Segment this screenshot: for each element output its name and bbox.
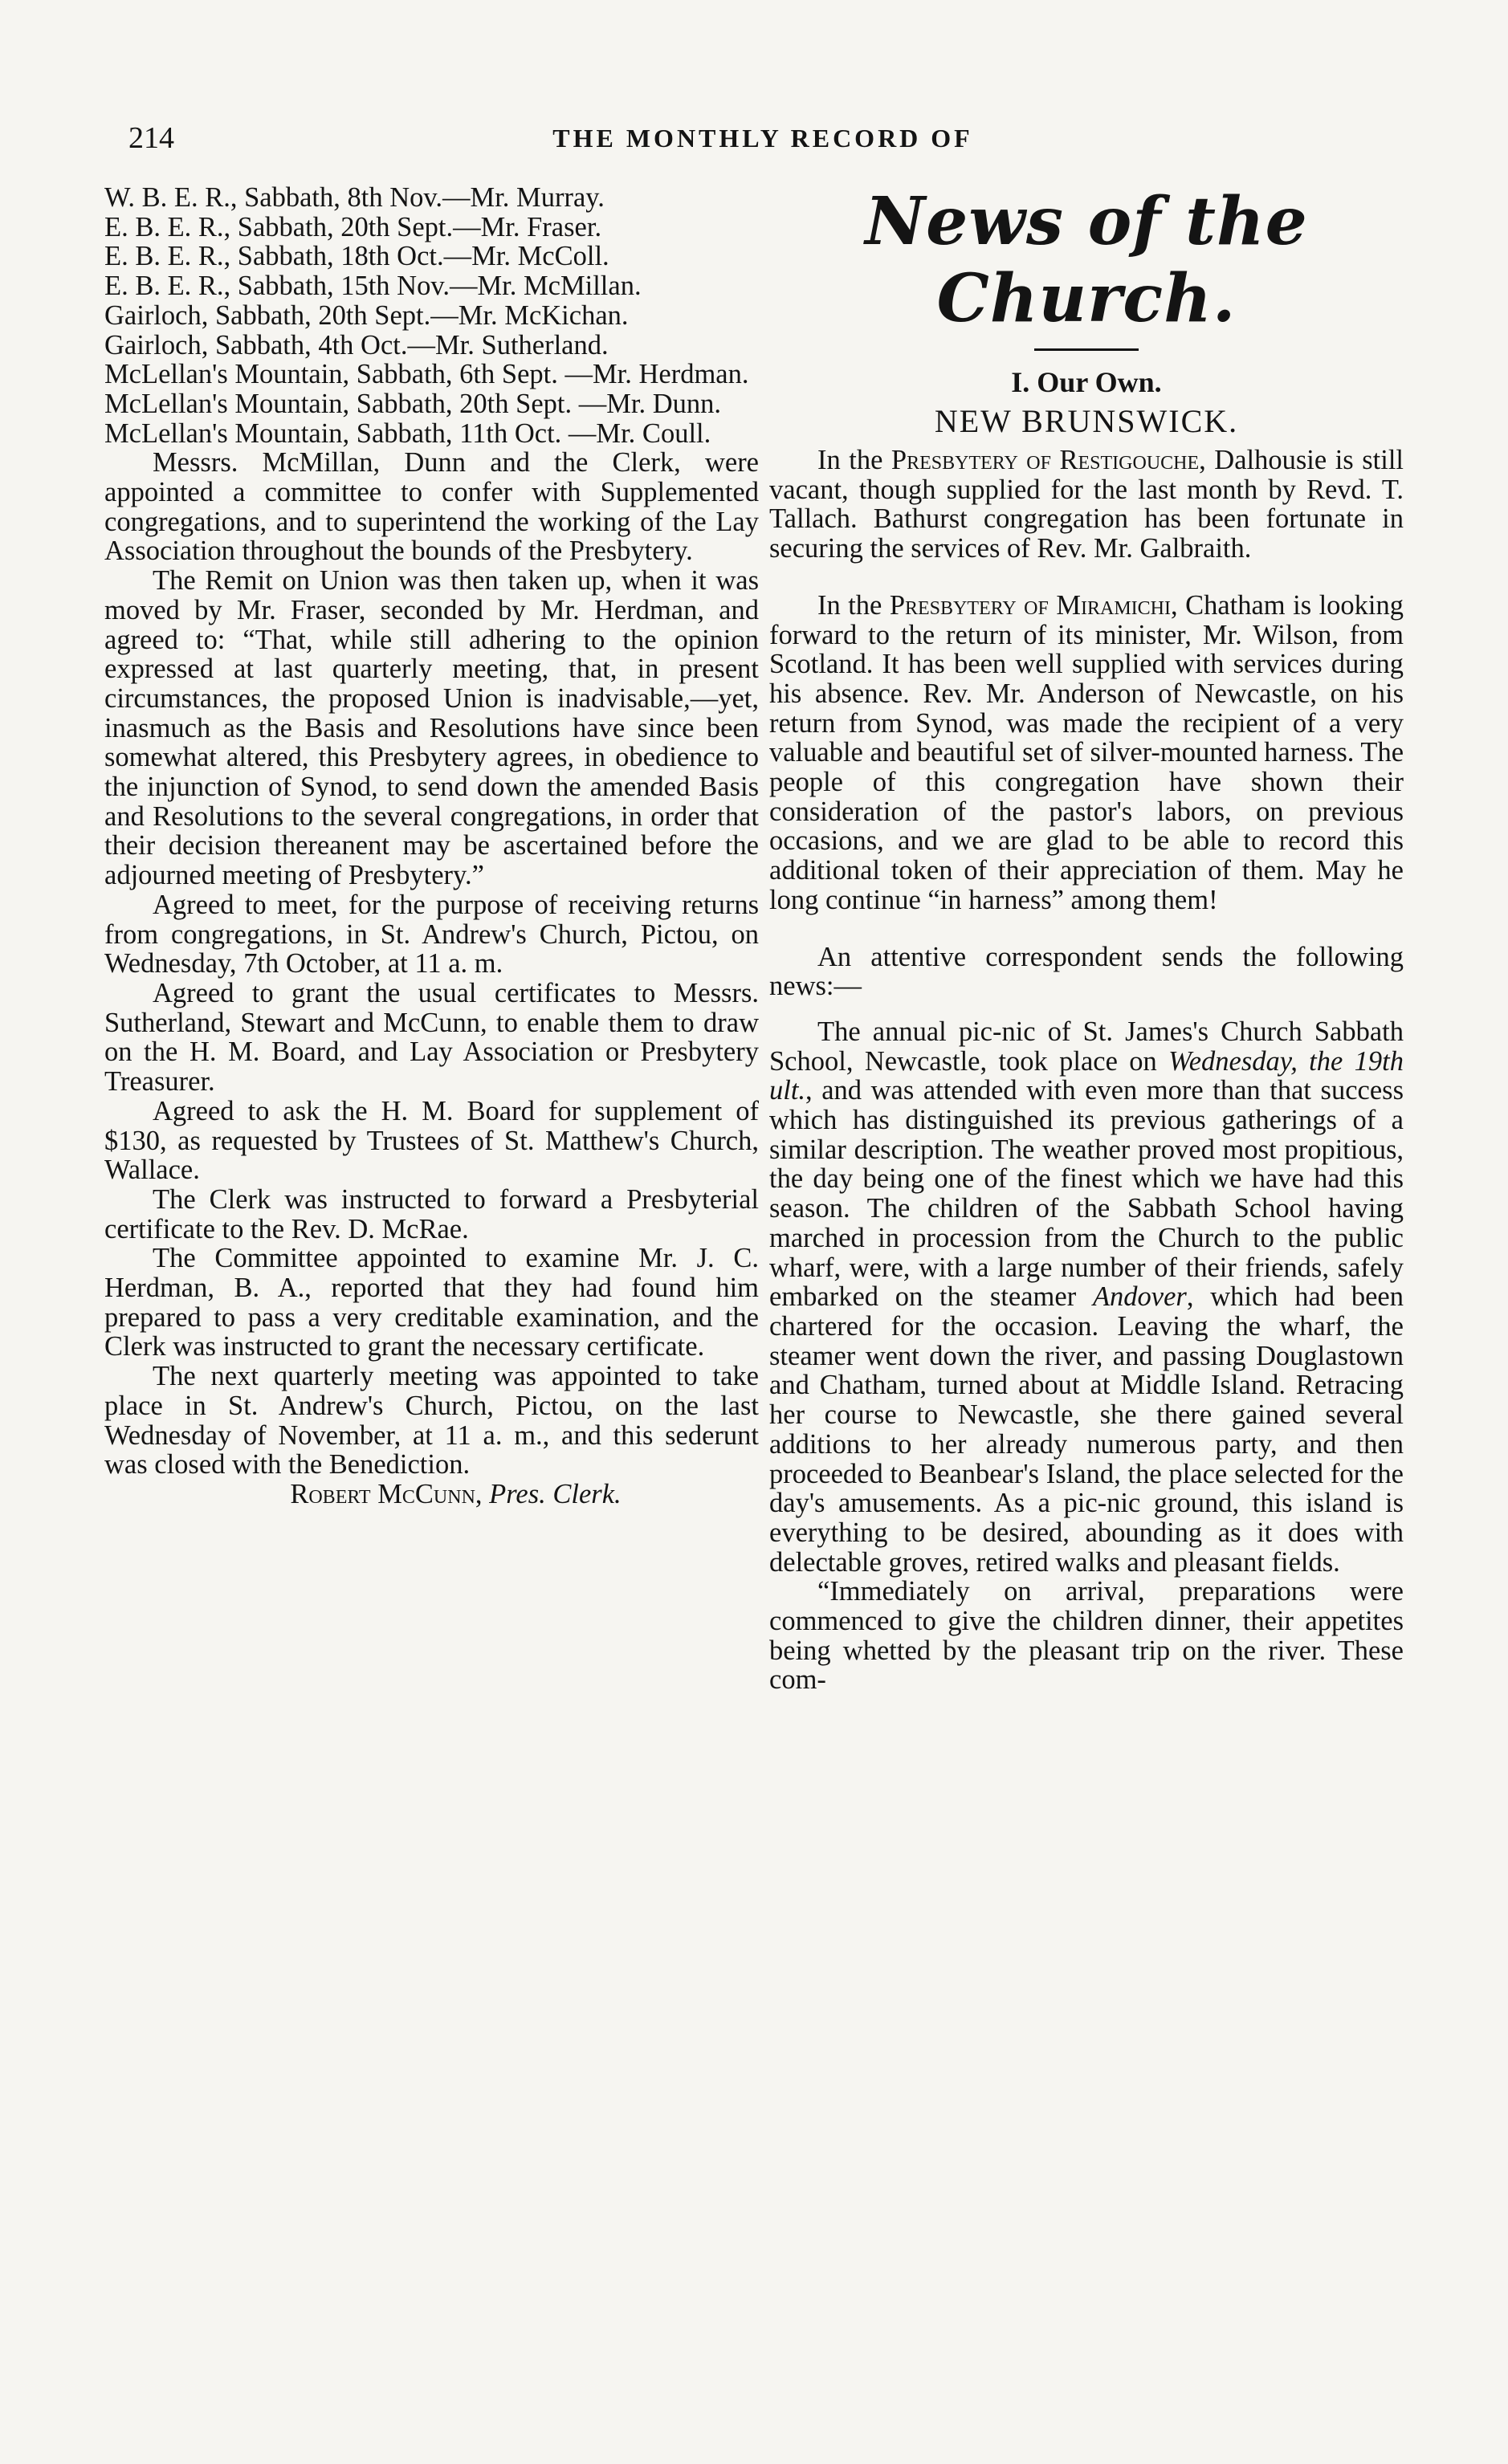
text-run: , which had been chartered for the occasion. Leaving the wharf, the steamer went down the river, and passing Douglastown and Chatham, turned about at Middle Island. Retracing her course to Newcastle, she there gained several additions to her already numerous party, and then proceeded to Beanbear's Island, the place selected for the day's amusements. As a pic-nic ground, this island is everything to be desired, abounding as it does with delectable groves, retired walks and pleasant fields.: [769, 1281, 1404, 1578]
appointment-entry: McLellan's Mountain, Sabbath, 11th Oct. —Mr. Coull.: [104, 417, 711, 449]
italic-date: Wednesday, the 19th ult.: [769, 1045, 1404, 1106]
signature: [104, 1480, 759, 1509]
page-number: 214: [128, 121, 174, 155]
news-paragraph: “Immediately on arrival, preparations were commenced to give the children dinner, their appetites being whetted by the pleasant trip on the river. These com-: [769, 1576, 1404, 1696]
signature-name: Robert McCunn,: [290, 1478, 483, 1509]
presbytery-name: Presbytery of Restigouche: [891, 445, 1200, 475]
spacer: [769, 564, 1404, 591]
minutes-paragraph: Messrs. McMillan, Dunn and the Clerk, were appointed a committee to confer with Supplemented congregations, and to superintend the working of the Lay Association throughout the bounds of the Presbytery.: [104, 447, 759, 567]
left-column: [104, 183, 759, 1509]
text-run: The annual pic-nic of St. James's Church Sabbath School, Newcastle, took place on: [769, 1016, 1404, 1077]
signature-title: Pres. Clerk.: [489, 1478, 622, 1509]
subheading: I. Our Own.: [1011, 366, 1162, 398]
text-run: , and was attended with even more than that success which has distinguished its previous gatherings of a similar description. The weather proved most propitious, the day being one of the finest which we have had this season. The children of the Sabbath School having marched in procession from the Church to the public wharf, were, with a large number of their friends, safely embarked on the steamer: [769, 1075, 1404, 1313]
appointment-entry: McLellan's Mountain, Sabbath, 6th Sept. —Mr. Herdman.: [104, 359, 749, 390]
right-column: [769, 183, 1404, 1695]
province-heading: NEW BRUNSWICK.: [934, 403, 1239, 439]
text-run: In the: [817, 589, 890, 621]
news-paragraph: An attentive correspondent sends the following news:—: [769, 941, 1404, 1002]
presbytery-name: Presbytery of Miramichi: [889, 589, 1171, 621]
text-run: In the: [817, 445, 891, 475]
steamer-name: Andover: [1092, 1281, 1187, 1313]
news-paragraph: [769, 591, 1404, 915]
minutes-paragraph: The Remit on Union was then taken up, when it was moved by Mr. Fraser, seconded by Mr. Herdman, and agreed to: “That, while still adhering to the opinion expressed at last quarterly meeting, that, in present circumstances, the proposed Union is inadvisable,—yet, inasmuch as the Basis and Resolutions have since been somewhat altered, this Presbytery agrees, in obedience to the injunction of Synod, to send down the amended Basis and Resolutions to the several congregations, in order that their decision thereanent may be ascertained before the adjourned meeting of Presbytery.”: [104, 565, 759, 891]
news-paragraph: [769, 446, 1404, 564]
section-heading: News of the Church.: [865, 183, 1308, 337]
appointment-entry: E. B. E. R., Sabbath, 18th Oct.—Mr. McColl.: [104, 241, 609, 272]
appointment-entry: W. B. E. R., Sabbath, 8th Nov.—Mr. Murray.: [104, 182, 605, 213]
news-paragraph: [769, 1017, 1404, 1577]
minutes-paragraph: The next quarterly meeting was appointed to take place in St. Andrew's Church, Pictou, on the last Wednesday of November, at 11 a. m., and this sederunt was closed with the Benediction.: [104, 1361, 759, 1480]
spacer: [769, 1001, 1404, 1017]
appointment-entry: McLellan's Mountain, Sabbath, 20th Sept. —Mr. Dunn.: [104, 388, 722, 419]
minutes-paragraph: Agreed to grant the usual certificates to Messrs. Sutherland, Stewart and McCunn, to enable them to draw on the H. M. Board, and Lay Association or Presbytery Treasurer.: [104, 977, 759, 1098]
running-head: [128, 120, 1397, 161]
minutes-paragraph: The Committee appointed to examine Mr. J. C. Herdman, B. A., reported that they had found him prepared to pass a very creditable examination, and the Clerk was instructed to grant the necessary certificate.: [104, 1243, 759, 1362]
minutes-paragraph: Agreed to meet, for the purpose of receiving returns from congregations, in St. Andrew's Church, Pictou, on Wednesday, 7th October, at 11 a. m.: [104, 889, 759, 979]
text-run: , Chatham is looking forward to the return of its minister, Mr. Wilson, from Scotland. It has been well supplied with services during his absence. Rev. Mr. Anderson of Newcastle, on his return from Synod, was made the recipient of a very valuable and beautiful set of silver-mounted harness. The people of this congregation have shown their consideration of the pastor's labors, on previous occasions, and we are glad to be able to record this additional token of their appreciation of them. May he long continue “in harness” among them!: [769, 589, 1404, 915]
appointment-entry: Gairloch, Sabbath, 4th Oct.—Mr. Sutherland.: [104, 329, 609, 360]
appointment-entry: Gairloch, Sabbath, 20th Sept.—Mr. McKichan.: [104, 299, 629, 331]
text-run: , Dalhousie is still vacant, though supplied for the last month by Revd. T. Tallach. Bathurst congregation has been fortunate in securing the services of Rev. Mr. Galbraith.: [769, 445, 1404, 564]
minutes-paragraph: The Clerk was instructed to forward a Presbyterial certificate to the Rev. D. McRae.: [104, 1183, 759, 1244]
minutes-paragraph: Agreed to ask the H. M. Board for supplement of $130, as requested by Trustees of St. Matthew's Church, Wallace.: [104, 1095, 759, 1186]
header-title: THE MONTHLY RECORD OF: [552, 124, 973, 153]
spacer: [769, 915, 1404, 943]
appointment-entry: E. B. E. R., Sabbath, 20th Sept.—Mr. Fraser.: [104, 211, 602, 242]
heading-rule: [1034, 348, 1139, 351]
appointment-entry: E. B. E. R., Sabbath, 15th Nov.—Mr. McMillan.: [104, 271, 642, 302]
